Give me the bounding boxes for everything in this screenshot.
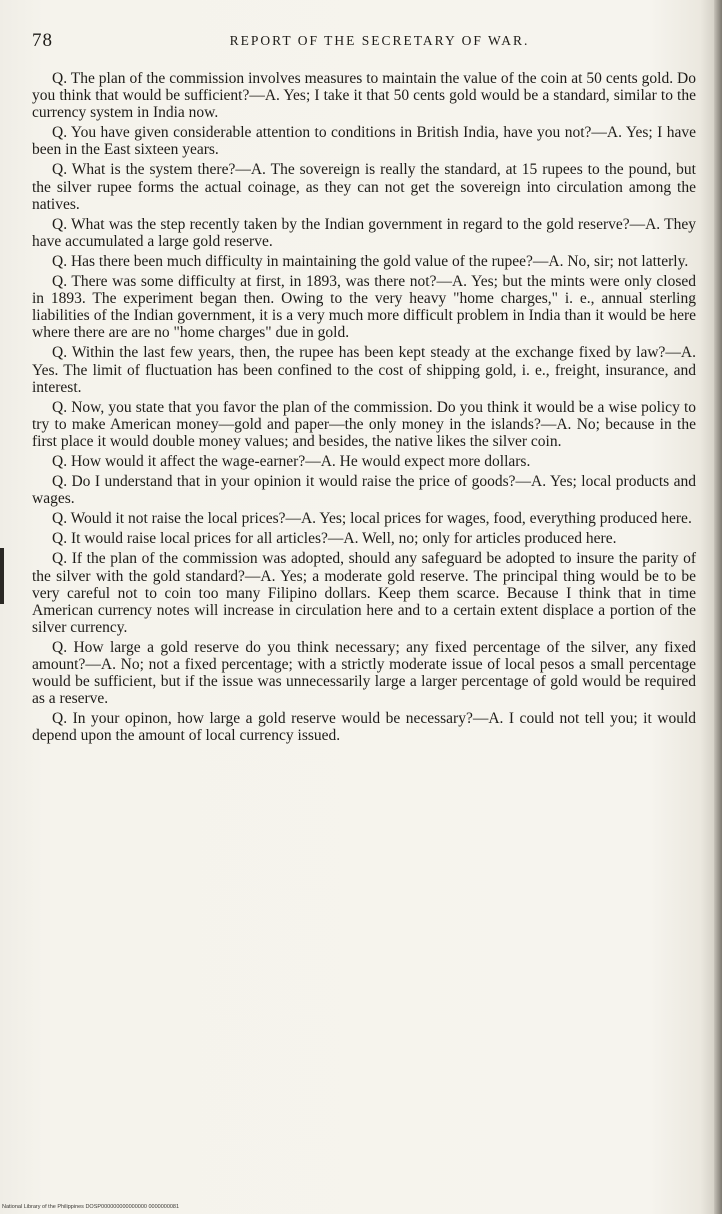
paragraph: Q. Do I understand that in your opinion it would raise the price of goods?—A. Yes; local products and wages. [32,473,696,508]
body-text [32,70,696,747]
paragraph: Q. It would raise local prices for all articles?—A. Well, no; only for articles produced here. [52,530,617,548]
paragraph: Q. Has there been much difficulty in maintaining the gold value of the rupee?—A. No, sir; not latterly. [52,252,689,270]
paragraph: Q. How would it affect the wage-earner?—A. He would expect more dollars. [52,452,531,470]
paragraph: Q. What was the step recently taken by the Indian government in regard to the gold reserve?—A. They have accumulated a large gold reserve. [32,215,696,250]
paragraph: Q. The plan of the commission involves measures to maintain the value of the coin at 50 cents gold. Do you think that would be sufficient?—A. Yes; I take it that 50 cents gold would be a standard, similar to the currency system in India now. [32,70,696,122]
page-edge-shadow [714,0,722,1214]
margin-mark [0,548,4,604]
paragraph: Q. If the plan of the commission was adopted, should any safeguard be adopted to insure the parity of the silver with the gold standard?—A. Yes; a moderate gold reserve. The principal thing would be to be very careful not to coin too many Filipino dollars. Keep them scarce. Because I think that in time American currency notes will increase in circulation here and to a certain extent displace a portion of the silver currency. [32,550,696,636]
running-head: REPORT OF THE SECRETARY OF WAR. [229,33,530,48]
paragraph: Q. In your opinon, how large a gold reserve would be necessary?—A. I could not tell you; it would depend upon the amount of local currency issued. [32,710,696,745]
paragraph: Q. What is the system there?—A. The sovereign is really the standard, at 15 rupees to the pound, but the silver rupee forms the actual coinage, as they can not get the sovereign into circulation among the natives. [32,161,696,213]
paragraph: Q. Would it not raise the local prices?—A. Yes; local prices for wages, food, everything produced here. [52,510,692,528]
paragraph: Q. There was some difficulty at first, in 1893, was there not?—A. Yes; but the mints were only closed in 1893. The experiment began then. Owing to the very heavy "home charges," i. e., annual sterling liabilities of the Indian government, it is a very much more difficult problem in India than it would be here where there are are no "home charges" due in gold. [32,273,696,342]
page-header [32,30,687,54]
paragraph: Q. Within the last few years, then, the rupee has been kept steady at the exchange fixed by law?—A. Yes. The limit of fluctuation has been confined to the cost of shipping gold, i. e., freight, insurance, and interest. [32,344,696,396]
library-stamp: National Library of the Philippines DOSP000000000000000 0000000081 [2,1204,180,1210]
paragraph: Q. You have given considerable attention to conditions in British India, have you not?—A. Yes; I have been in the East sixteen years. [32,124,696,159]
paragraph: Q. Now, you state that you favor the plan of the commission. Do you think it would be a wise policy to try to make American money—gold and paper—the only money in the islands?—A. No; because in the first place it would double money values; and besides, the native likes the silver coin. [32,398,696,450]
paragraph: Q. How large a gold reserve do you think necessary; any fixed percentage of the silver, any fixed amount?—A. No; not a fixed percentage; with a strictly moderate issue of local pesos a small percentage would be sufficient, but if the issue was unnecessarily large a larger percentage of gold would be required as a reserve. [32,638,696,708]
page-number: 78 [32,30,53,51]
